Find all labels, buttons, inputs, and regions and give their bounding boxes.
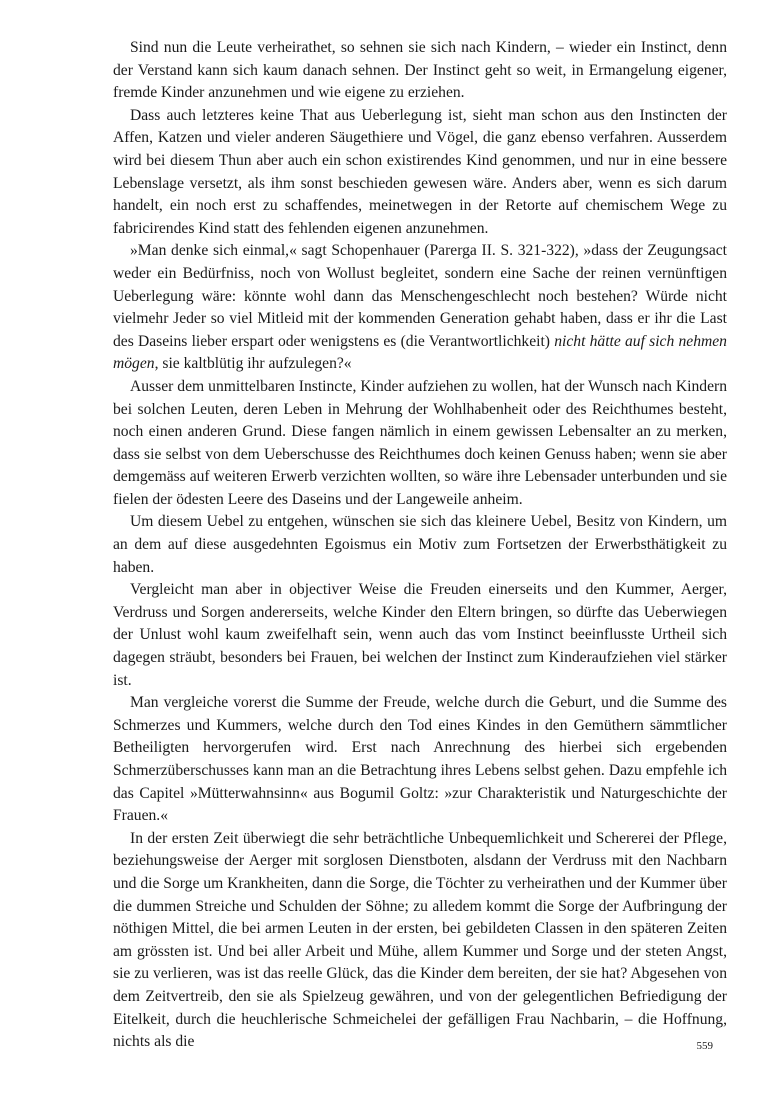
- paragraph-2: Dass auch letzteres keine That aus Ueberlegung ist, sieht man schon aus den Instincten der Affen, Katzen und vieler anderen Säugethiere und Vögel, die ganz ebenso verfahren. Ausserdem wird bei diesem Thun aber auch ein schon existirendes Kind genommen, und nur in eine bessere Lebenslage versetzt, als ihm sonst beschieden gewesen wäre. Anders aber, wenn es sich darum handelt, ein noch erst zu schaffendes, meinetwegen in der Retorte auf chemischem Wege zu fabricirendes Kind statt des fehlenden eigenen anzunehmen.: [113, 106, 727, 237]
- paragraph-quote: [113, 240, 727, 376]
- quote-text-before: »Man denke sich einmal,« sagt Schopenhauer (Parerga II. S. 321-322), »dass der Zeugungsact weder ein Bedürfniss, noch von Wollust begleitet, sondern eine Sache der reinen vernünftigen Ueberlegung wäre: könnte wohl dann das Menschengeschlecht noch bestehen? Würde nicht vielmehr Jeder so viel Mitleid mit der kommenden Generation gehabt haben, dass er ihr die Last des Daseins lieber erspart oder wenigstens es (die Verantwortlichkeit): [113, 242, 727, 350]
- quote-emphasis: nicht hätte auf sich nehmen mögen: [113, 332, 727, 373]
- page-body: [113, 37, 727, 1054]
- paragraph-8: In der ersten Zeit überwiegt die sehr beträchtliche Unbequemlichkeit und Schererei der Pflege, beziehungsweise der Aerger mit sorglosen Dienstboten, alsdann der Verdruss mit den Nachbarn und die Sorge um Krankheiten, dann die Sorge, die Töchter zu verheirathen und der Kummer über die dummen Streiche und Schulden der Söhne; zu alledem kommt die Sorge der Aufbringung der nöthigen Mittel, die bei armen Leuten in der ersten, bei gebildeten Classen in den späteren Zeiten am grössten ist. Und bei aller Arbeit und Mühe, allem Kummer und Sorge und der steten Angst, sie zu verlieren, was ist das reelle Glück, das die Kinder dem bereiten, der sie hat? Abgesehen von dem Zeitvertreib, den sie als Spielzeug gewähren, und von der gelegentlichen Befriedigung der Eitelkeit, durch die heuchlerische Schmeichelei der gefälligen Frau Nachbarin, – die Hoffnung, nichts als die: [113, 829, 727, 1051]
- quote-text-after: , sie kaltblütig ihr aufzulegen?«: [154, 355, 352, 373]
- paragraph-6: Vergleicht man aber in objectiver Weise die Freuden einerseits und den Kummer, Aerger, Verdruss und Sorgen andererseits, welche Kinder den Eltern bringen, so dürfte das Ueberwiegen der Unlust wohl kaum zweifelhaft sein, wenn auch das vom Instinct beeinflusste Urtheil sich dagegen sträubt, besonders bei Frauen, bei welchen der Instinct zum Kinderaufziehen viel stärker ist.: [113, 581, 727, 689]
- paragraph-5: Um diesem Uebel zu entgehen, wünschen sie sich das kleinere Uebel, Besitz von Kindern, um an dem auf diese ausgedehnten Egoismus ein Motiv zum Fortsetzen der Erwerbsthätigkeit zu haben.: [113, 513, 727, 576]
- paragraph-1: Sind nun die Leute verheirathet, so sehnen sie sich nach Kindern, – wieder ein Instinct, denn der Verstand kann sich kaum danach sehnen. Der Instinct geht so weit, in Ermangelung eigener, fremde Kinder anzunehmen und wie eigene zu erziehen.: [113, 39, 727, 102]
- paragraph-7: Man vergleiche vorerst die Summe der Freude, welche durch die Geburt, und die Summe des Schmerzes und Kummers, welche durch den Tod eines Kindes in den Gemüthern sämmtlicher Betheiligten hervorgerufen wird. Erst nach Anrechnung des hierbei sich ergebenden Schmerzüberschusses kann man an die Betrachtung ihres Lebens selbst gehen. Dazu empfehle ich das Capitel »Mütterwahnsinn« aus Bogumil Goltz: »zur Charakteristik und Naturgeschichte der Frauen.«: [113, 694, 727, 825]
- paragraph-4: Ausser dem unmittelbaren Instincte, Kinder aufziehen zu wollen, hat der Wunsch nach Kindern bei solchen Leuten, deren Leben in Mehrung der Wohlhabenheit oder des Reichthumes besteht, noch einen anderen Grund. Diese fangen nämlich in einem gewissen Lebensalter an zu merken, dass sie selbst von dem Ueberschusse des Reichthumes doch keinen Genuss haben; wenn sie aber demgemäss auf weiteren Erwerb verzichten wollten, so wäre ihre Lebensader unterbunden und sie fielen der ödesten Leere des Daseins und der Langeweile anheim.: [113, 377, 727, 508]
- page-number: 559: [696, 1040, 713, 1052]
